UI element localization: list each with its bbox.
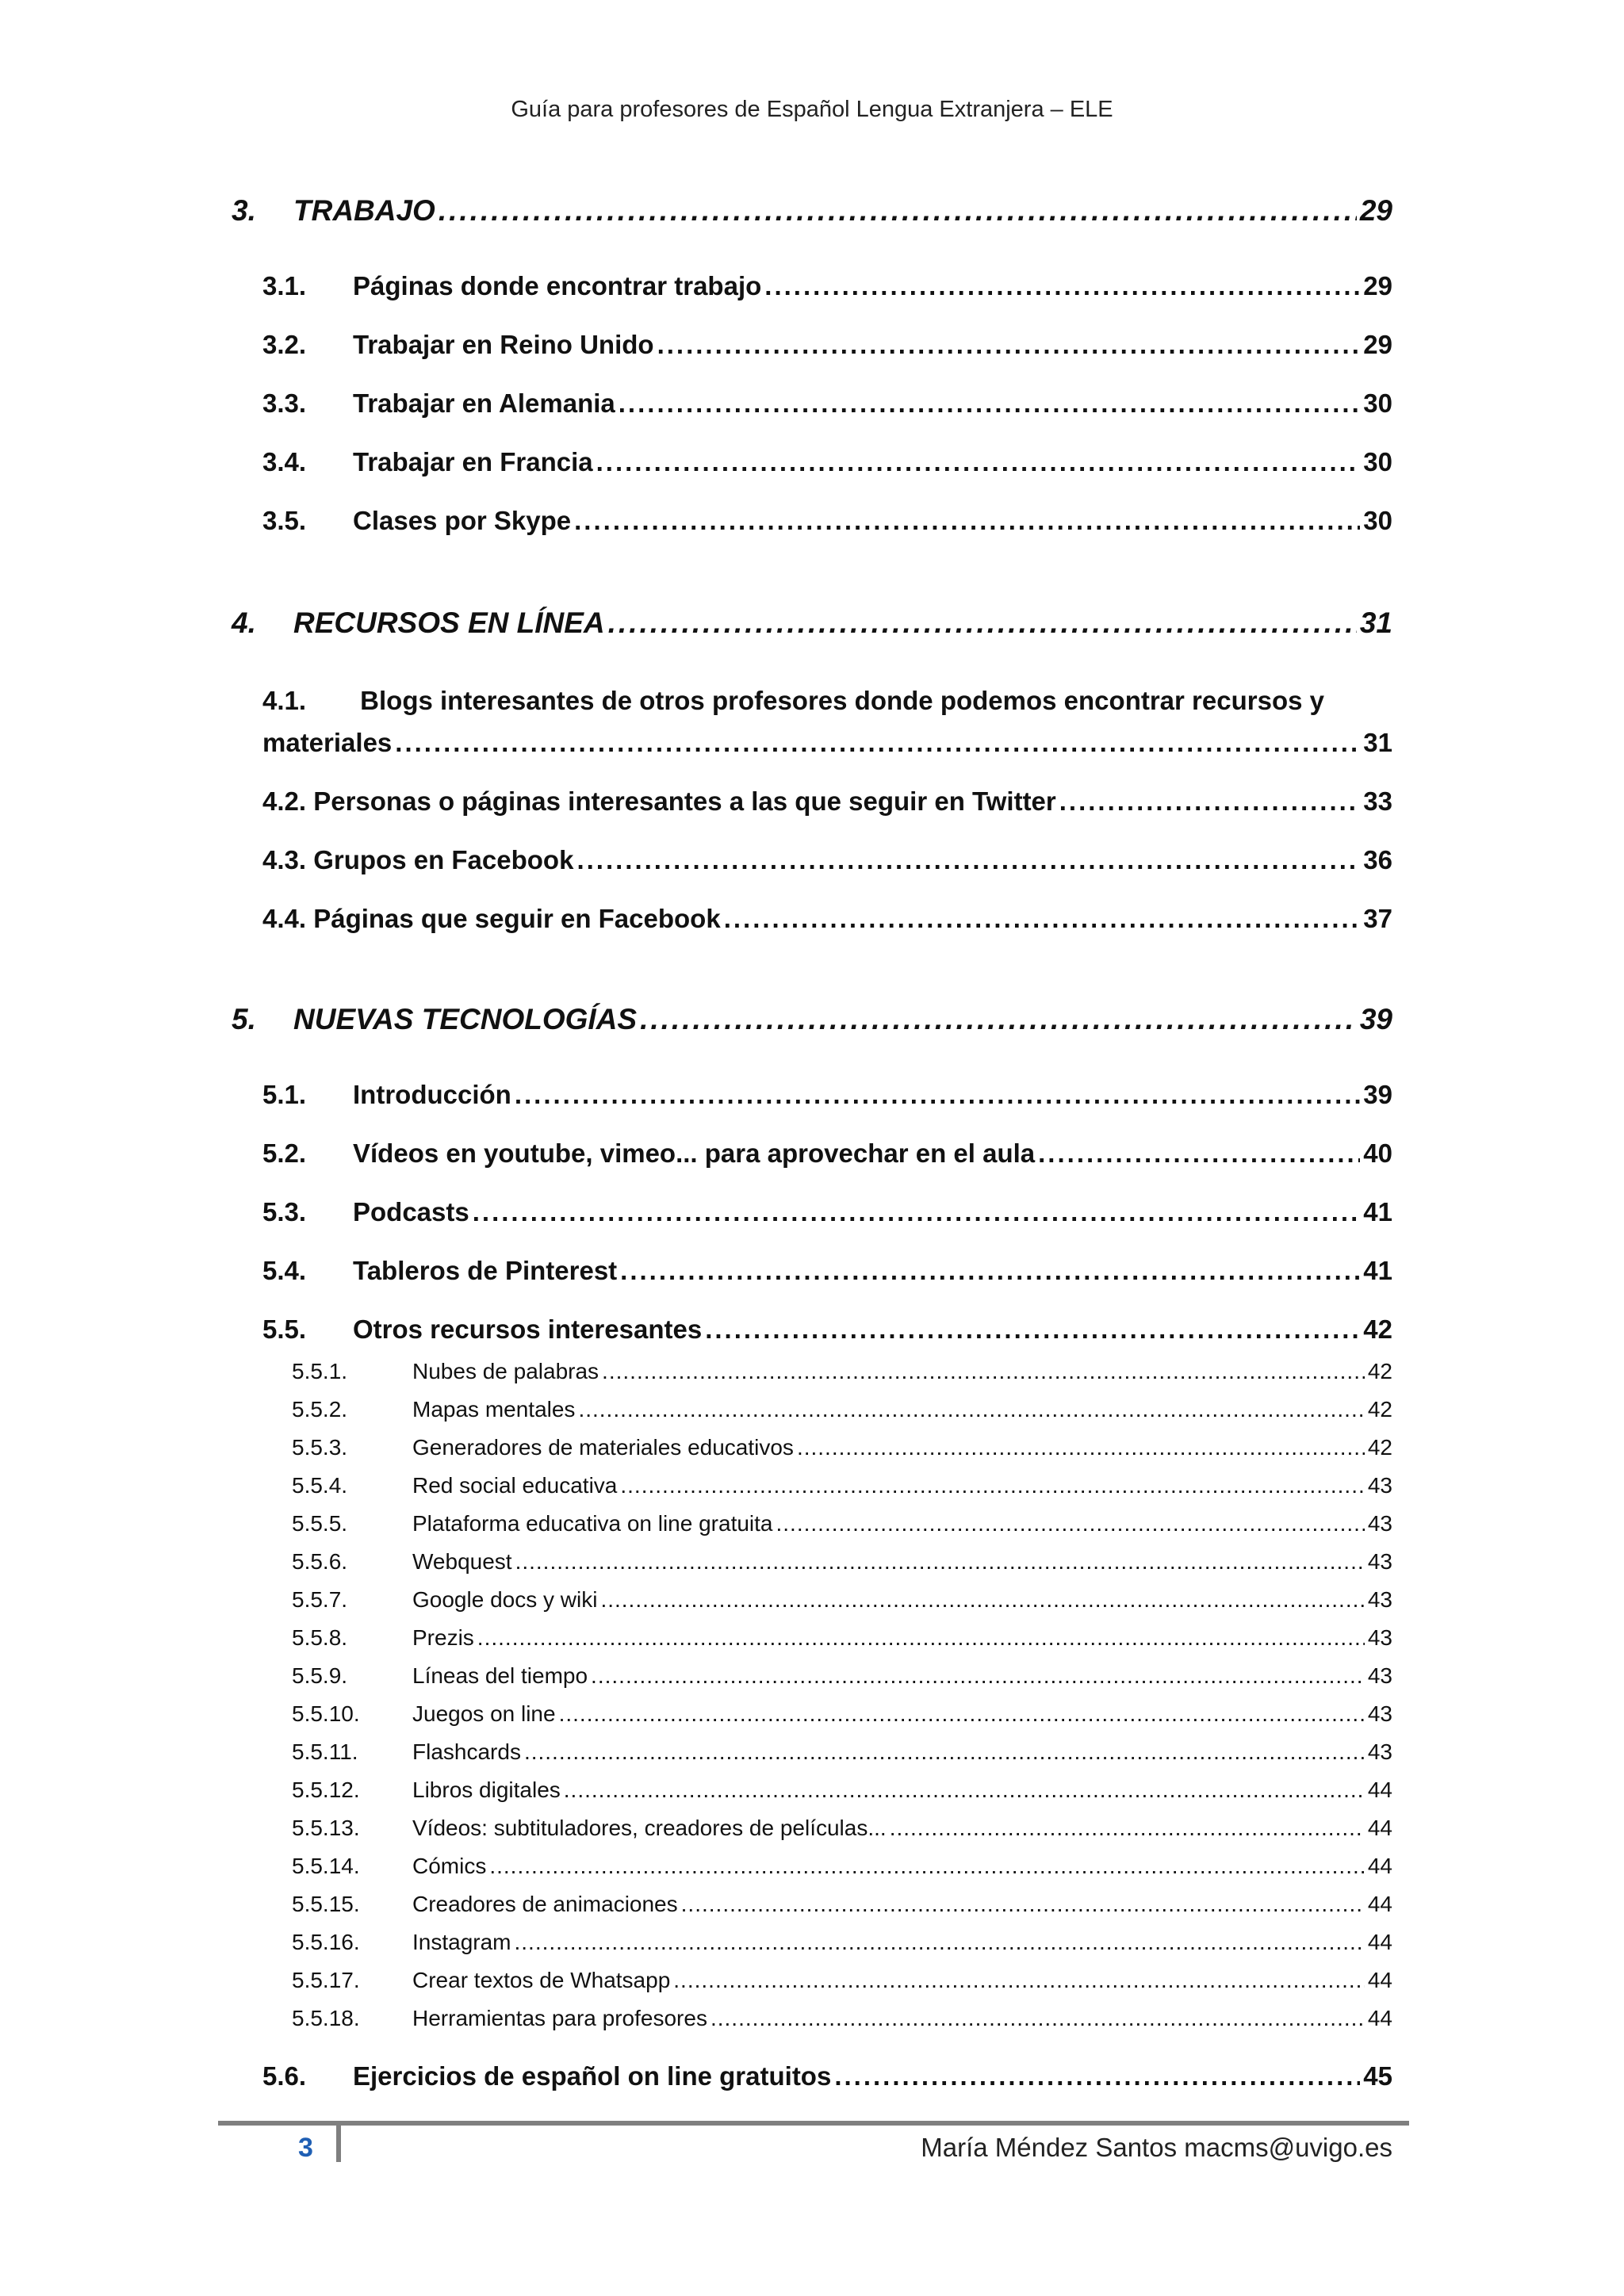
toc-number: 3. <box>232 194 256 227</box>
toc-page: 29 <box>1359 194 1392 227</box>
dot-leader <box>705 1314 1360 1345</box>
toc-number: 5.5.10. <box>292 1701 360 1726</box>
footer-page-number: 3 <box>298 2133 313 2163</box>
toc-number: 3.4. <box>262 447 307 476</box>
toc-entry-3-4[interactable] <box>262 447 1392 477</box>
dot-leader <box>515 1930 1365 1955</box>
toc-title: Trabajar en Alemania <box>353 388 615 418</box>
dot-leader <box>673 1968 1365 1993</box>
toc-page: 42 <box>1367 1397 1392 1422</box>
dot-leader <box>620 1256 1360 1286</box>
toc-title: Ejercicios de español on line gratuitos <box>353 2061 832 2091</box>
toc-page: 43 <box>1367 1739 1392 1764</box>
toc-number: 5.5.15. <box>292 1892 360 1916</box>
toc-title: materiales <box>262 728 393 757</box>
toc-number: 5.5.18. <box>292 2006 360 2030</box>
toc-page: 41 <box>1363 1256 1392 1285</box>
toc-page: 30 <box>1363 388 1392 418</box>
dot-leader <box>515 1080 1360 1110</box>
dot-leader <box>681 1892 1365 1917</box>
footer-author: María Méndez Santos macms@uvigo.es <box>921 2133 1392 2162</box>
toc-title: Plataforma educativa on line gratuita <box>412 1511 773 1536</box>
dot-leader <box>600 1587 1364 1613</box>
toc-number: 3.5. <box>262 506 307 535</box>
toc-entry-4-3[interactable] <box>262 845 1392 875</box>
toc-title: Juegos on line <box>412 1701 556 1726</box>
toc-number: 5.5.3. <box>292 1435 348 1460</box>
dot-leader <box>596 447 1361 477</box>
dot-leader <box>564 1777 1365 1803</box>
dot-leader <box>576 845 1360 875</box>
toc-entry-5-5-18[interactable] <box>292 2006 1392 2031</box>
toc-number: 5.1. <box>262 1080 307 1109</box>
toc-page: 44 <box>1367 1816 1392 1840</box>
toc-title: Tableros de Pinterest <box>353 1256 618 1285</box>
toc-page: 43 <box>1367 1511 1392 1536</box>
toc-title: 4.3. Grupos en Facebook <box>262 845 574 874</box>
toc-entry-5-5[interactable] <box>262 1314 1392 1345</box>
toc-entry-5-5-15[interactable] <box>292 1892 1392 1917</box>
toc-number: 5.6. <box>262 2061 307 2091</box>
dot-leader <box>489 1854 1365 1879</box>
toc-page: 44 <box>1367 1892 1392 1916</box>
toc-title: Vídeos: subtituladores, creadores de películas... <box>412 1816 887 1840</box>
toc-page: 42 <box>1363 1314 1392 1344</box>
toc-title: Nubes de palabras <box>412 1359 599 1383</box>
toc-page: 43 <box>1367 1587 1392 1612</box>
footer-divider-tick <box>336 2126 341 2162</box>
toc-title: Webquest <box>412 1549 512 1574</box>
toc-entry-5-5-7[interactable] <box>292 1587 1392 1613</box>
toc-page: 31 <box>1359 607 1392 639</box>
dot-leader <box>477 1625 1365 1651</box>
dot-leader <box>724 904 1361 934</box>
toc-entry-5-5-6[interactable] <box>292 1549 1392 1575</box>
toc-entry-5-5-14[interactable] <box>292 1854 1392 1879</box>
toc-entry-4-2[interactable] <box>262 786 1392 817</box>
dot-leader <box>657 330 1361 360</box>
toc-entry-chapter-3[interactable] <box>232 194 1392 228</box>
toc-title: Libros digitales <box>412 1777 561 1802</box>
toc-number: 5.5. <box>262 1314 307 1344</box>
dot-leader <box>591 1663 1365 1689</box>
toc-entry-5-5-8[interactable] <box>292 1625 1392 1651</box>
toc-entry-5-5-1[interactable] <box>292 1359 1392 1384</box>
toc-entry-5-6[interactable] <box>262 2061 1392 2091</box>
toc-entry-4-4[interactable] <box>262 904 1392 934</box>
toc-title: Prezis <box>412 1625 474 1650</box>
toc-number: 5.3. <box>262 1197 307 1226</box>
toc-title: RECURSOS EN LÍNEA <box>293 607 605 639</box>
dot-leader <box>574 506 1360 536</box>
toc-entry-5-5-5[interactable] <box>292 1511 1392 1536</box>
toc-title: TRABAJO <box>293 194 435 227</box>
toc-entry-3-2[interactable] <box>262 330 1392 360</box>
toc-entry-5-1[interactable] <box>262 1080 1392 1110</box>
dot-leader <box>640 1003 1357 1036</box>
toc-title: Líneas del tiempo <box>412 1663 588 1688</box>
page-header: Guía para profesores de Español Lengua Extranjera – ELE <box>511 97 1113 122</box>
dot-leader <box>524 1739 1365 1765</box>
toc-number: 5.5.16. <box>292 1930 360 1954</box>
dot-leader <box>395 728 1360 758</box>
toc-page: 43 <box>1367 1663 1392 1688</box>
toc-title: Introducción <box>353 1080 511 1109</box>
toc-title: Instagram <box>412 1930 511 1954</box>
toc-page: 44 <box>1367 1777 1392 1802</box>
toc-number: 4.1. <box>262 686 307 715</box>
dot-leader <box>608 607 1357 640</box>
toc-entry-5-5-17[interactable] <box>292 1968 1392 1993</box>
toc-title: Mapas mentales <box>412 1397 576 1422</box>
dot-leader <box>1059 786 1361 817</box>
toc-number: 5.5.6. <box>292 1549 348 1574</box>
toc-number: 5.5.1. <box>292 1359 348 1383</box>
toc-page: 33 <box>1363 786 1392 816</box>
toc-entry-chapter-5[interactable] <box>232 1003 1392 1036</box>
toc-title: Páginas donde encontrar trabajo <box>353 271 762 300</box>
toc-number: 4. <box>232 607 256 639</box>
toc-page: 29 <box>1363 330 1392 359</box>
toc-number: 5.4. <box>262 1256 307 1285</box>
toc-page: 37 <box>1363 904 1392 933</box>
toc-page: 39 <box>1359 1003 1392 1035</box>
toc-number: 5.5.2. <box>292 1397 348 1422</box>
toc-entry-4-1-line2[interactable] <box>262 728 1392 758</box>
dot-leader <box>710 2006 1365 2031</box>
toc-page: 43 <box>1367 1701 1392 1726</box>
toc-entry-5-5-4[interactable] <box>292 1473 1392 1498</box>
dot-leader <box>764 271 1360 301</box>
toc-entry-5-5-10[interactable] <box>292 1701 1392 1727</box>
toc-page: 36 <box>1363 845 1392 874</box>
toc-title: Podcasts <box>353 1197 469 1226</box>
toc-page: 29 <box>1363 271 1392 300</box>
toc-title: Vídeos en youtube, vimeo... para aprovechar en el aula <box>353 1138 1036 1168</box>
toc-page: 44 <box>1367 1854 1392 1878</box>
dot-leader <box>1038 1138 1360 1169</box>
toc-number: 5.5.17. <box>292 1968 360 1992</box>
toc-title: Creadores de animaciones <box>412 1892 678 1916</box>
dot-leader <box>515 1549 1365 1575</box>
toc-page: 42 <box>1367 1359 1392 1383</box>
toc-page: 30 <box>1363 447 1392 476</box>
toc-title: Generadores de materiales educativos <box>412 1435 794 1460</box>
dot-leader <box>559 1701 1365 1727</box>
toc-entry-5-5-3[interactable] <box>292 1435 1392 1460</box>
dot-leader <box>439 194 1357 228</box>
toc-number: 3.1. <box>262 271 307 300</box>
dot-leader <box>797 1435 1365 1460</box>
dot-leader <box>619 388 1361 419</box>
toc-entry-chapter-4[interactable] <box>232 607 1392 640</box>
toc-page: 44 <box>1367 2006 1392 2030</box>
toc-page: 39 <box>1363 1080 1392 1109</box>
toc-entry-5-3[interactable] <box>262 1197 1392 1227</box>
toc-number: 5.5.13. <box>292 1816 360 1840</box>
toc-entry-5-2[interactable] <box>262 1138 1392 1169</box>
toc-entry-5-5-13[interactable] <box>292 1816 1392 1841</box>
toc-page: 41 <box>1363 1197 1392 1226</box>
toc-entry-3-5[interactable] <box>262 506 1392 536</box>
dot-leader <box>620 1473 1364 1498</box>
toc-title: Blogs interesantes de otros profesores donde podemos encontrar recursos y <box>360 686 1324 715</box>
toc-number: 5. <box>232 1003 256 1035</box>
toc-number: 5.5.14. <box>292 1854 360 1878</box>
toc-number: 5.5.9. <box>292 1663 348 1688</box>
toc-title: NUEVAS TECNOLOGÍAS <box>293 1003 638 1035</box>
toc-title: Trabajar en Francia <box>353 447 593 476</box>
toc-number: 5.5.12. <box>292 1777 360 1802</box>
toc-number: 5.5.4. <box>292 1473 348 1498</box>
toc-title: Red social educativa <box>412 1473 618 1498</box>
dot-leader <box>578 1397 1364 1422</box>
toc-title: Trabajar en Reino Unido <box>353 330 654 359</box>
toc-entry-5-5-9[interactable] <box>292 1663 1392 1689</box>
toc-title: 4.2. Personas o páginas interesantes a las que seguir en Twitter <box>262 786 1056 816</box>
dot-leader <box>473 1197 1361 1227</box>
toc-entry-3-3[interactable] <box>262 388 1392 419</box>
toc-page: 31 <box>1363 728 1392 757</box>
dot-leader <box>890 1816 1365 1841</box>
toc-page: 43 <box>1367 1473 1392 1498</box>
toc-number: 3.2. <box>262 330 307 359</box>
toc-title: Google docs y wiki <box>412 1587 598 1612</box>
toc-title: Flashcards <box>412 1739 521 1764</box>
toc-number: 5.5.11. <box>292 1739 358 1764</box>
toc-page: 42 <box>1367 1435 1392 1460</box>
toc-page: 45 <box>1363 2061 1392 2091</box>
toc-entry-5-4[interactable] <box>262 1256 1392 1286</box>
toc-entry-5-5-16[interactable] <box>292 1930 1392 1955</box>
dot-leader <box>776 1511 1365 1536</box>
toc-entry-4-1-line1[interactable] <box>262 686 1324 716</box>
toc-page: 40 <box>1363 1138 1392 1168</box>
toc-number: 5.2. <box>262 1138 307 1168</box>
toc-title: 4.4. Páginas que seguir en Facebook <box>262 904 721 933</box>
toc-page: 30 <box>1363 506 1392 535</box>
toc-title: Cómics <box>412 1854 487 1878</box>
toc-page: 43 <box>1367 1549 1392 1574</box>
toc-number: 5.5.5. <box>292 1511 348 1536</box>
toc-entry-3-1[interactable] <box>262 271 1392 301</box>
dot-leader <box>834 2061 1360 2091</box>
toc-page: 44 <box>1367 1930 1392 1954</box>
dot-leader <box>602 1359 1365 1384</box>
toc-entry-5-5-11[interactable] <box>292 1739 1392 1765</box>
toc-page: 44 <box>1367 1968 1392 1992</box>
toc-number: 5.5.7. <box>292 1587 348 1612</box>
toc-number: 5.5.8. <box>292 1625 348 1650</box>
toc-title: Clases por Skype <box>353 506 572 535</box>
toc-title: Otros recursos interesantes <box>353 1314 703 1344</box>
toc-title: Crear textos de Whatsapp <box>412 1968 671 1992</box>
footer-divider <box>218 2121 1409 2126</box>
toc-entry-5-5-2[interactable] <box>292 1397 1392 1422</box>
toc-number: 3.3. <box>262 388 307 418</box>
toc-entry-5-5-12[interactable] <box>292 1777 1392 1803</box>
toc-title: Herramientas para profesores <box>412 2006 707 2030</box>
toc-page: 43 <box>1367 1625 1392 1650</box>
